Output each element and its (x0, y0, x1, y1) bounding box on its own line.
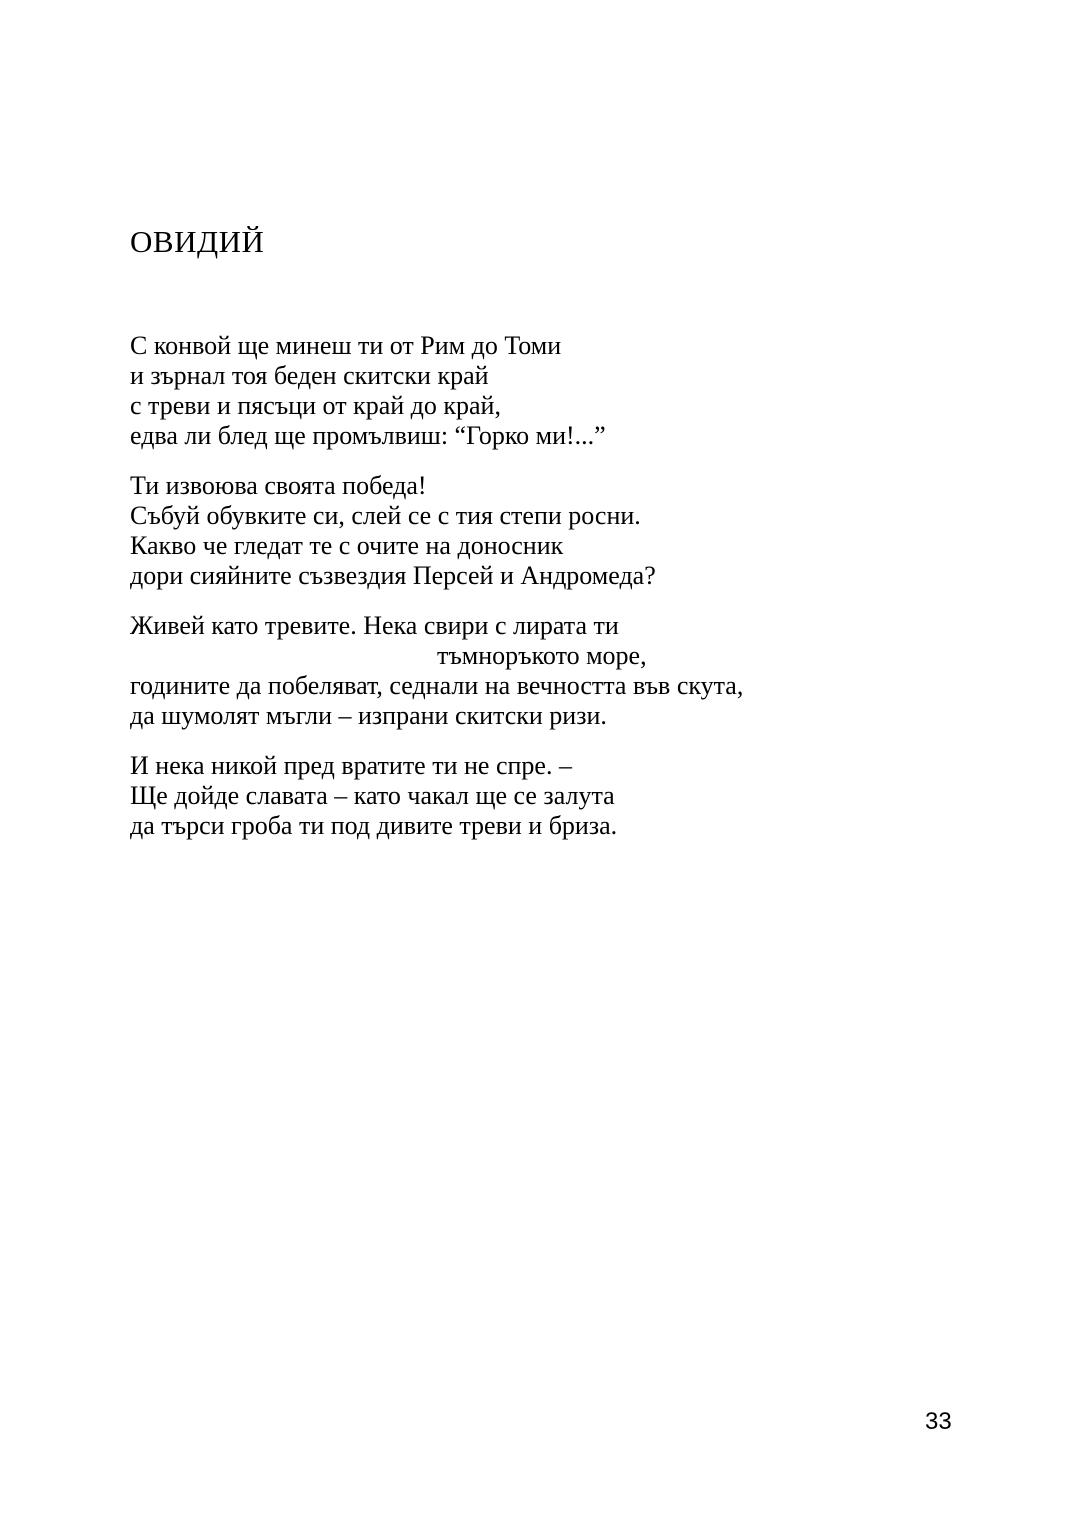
poem-line: Какво че гледат те с очите на доносник (130, 531, 564, 560)
poem-title: ОВИДИЙ (130, 224, 265, 259)
page-number: 33 (925, 1408, 952, 1435)
poem-line-indented: тъмноръкото море, (437, 641, 647, 670)
poem-line: С конвой ще минеш ти от Рим до Томи (130, 331, 562, 360)
poem-line: годините да побеляват, седнали на вечността във скута, (130, 671, 744, 700)
poem-body (130, 331, 990, 861)
poem-line: Живей като тревите. Нека свири с лирата ти (130, 611, 619, 640)
poem-line: дори сияйните съзвездия Персей и Андромеда? (130, 561, 656, 590)
poem-line: да търси гроба ти под дивите треви и бриза. (130, 811, 618, 840)
poem-line: с треви и пясъци от край до край, (130, 391, 501, 420)
poem-line: и зърнал тоя беден скитски край (130, 361, 489, 390)
poem-line: Ти извоюва своята победа! (130, 471, 427, 500)
stanza-4 (130, 751, 990, 841)
stanza-2 (130, 471, 990, 591)
poem-line: Ще дойде славата – като чакал ще се залута (130, 781, 615, 810)
poem-line: едва ли блед ще промълвиш: “Горко ми!...” (130, 421, 606, 450)
stanza-1 (130, 331, 990, 451)
stanza-3 (130, 611, 990, 731)
poem-line: И нека никой пред вратите ти не спре. – (130, 751, 572, 780)
poem-line: Събуй обувките си, слей се с тия степи росни. (130, 501, 641, 530)
poem-line: да шумолят мъгли – изпрани скитски ризи. (130, 701, 607, 730)
